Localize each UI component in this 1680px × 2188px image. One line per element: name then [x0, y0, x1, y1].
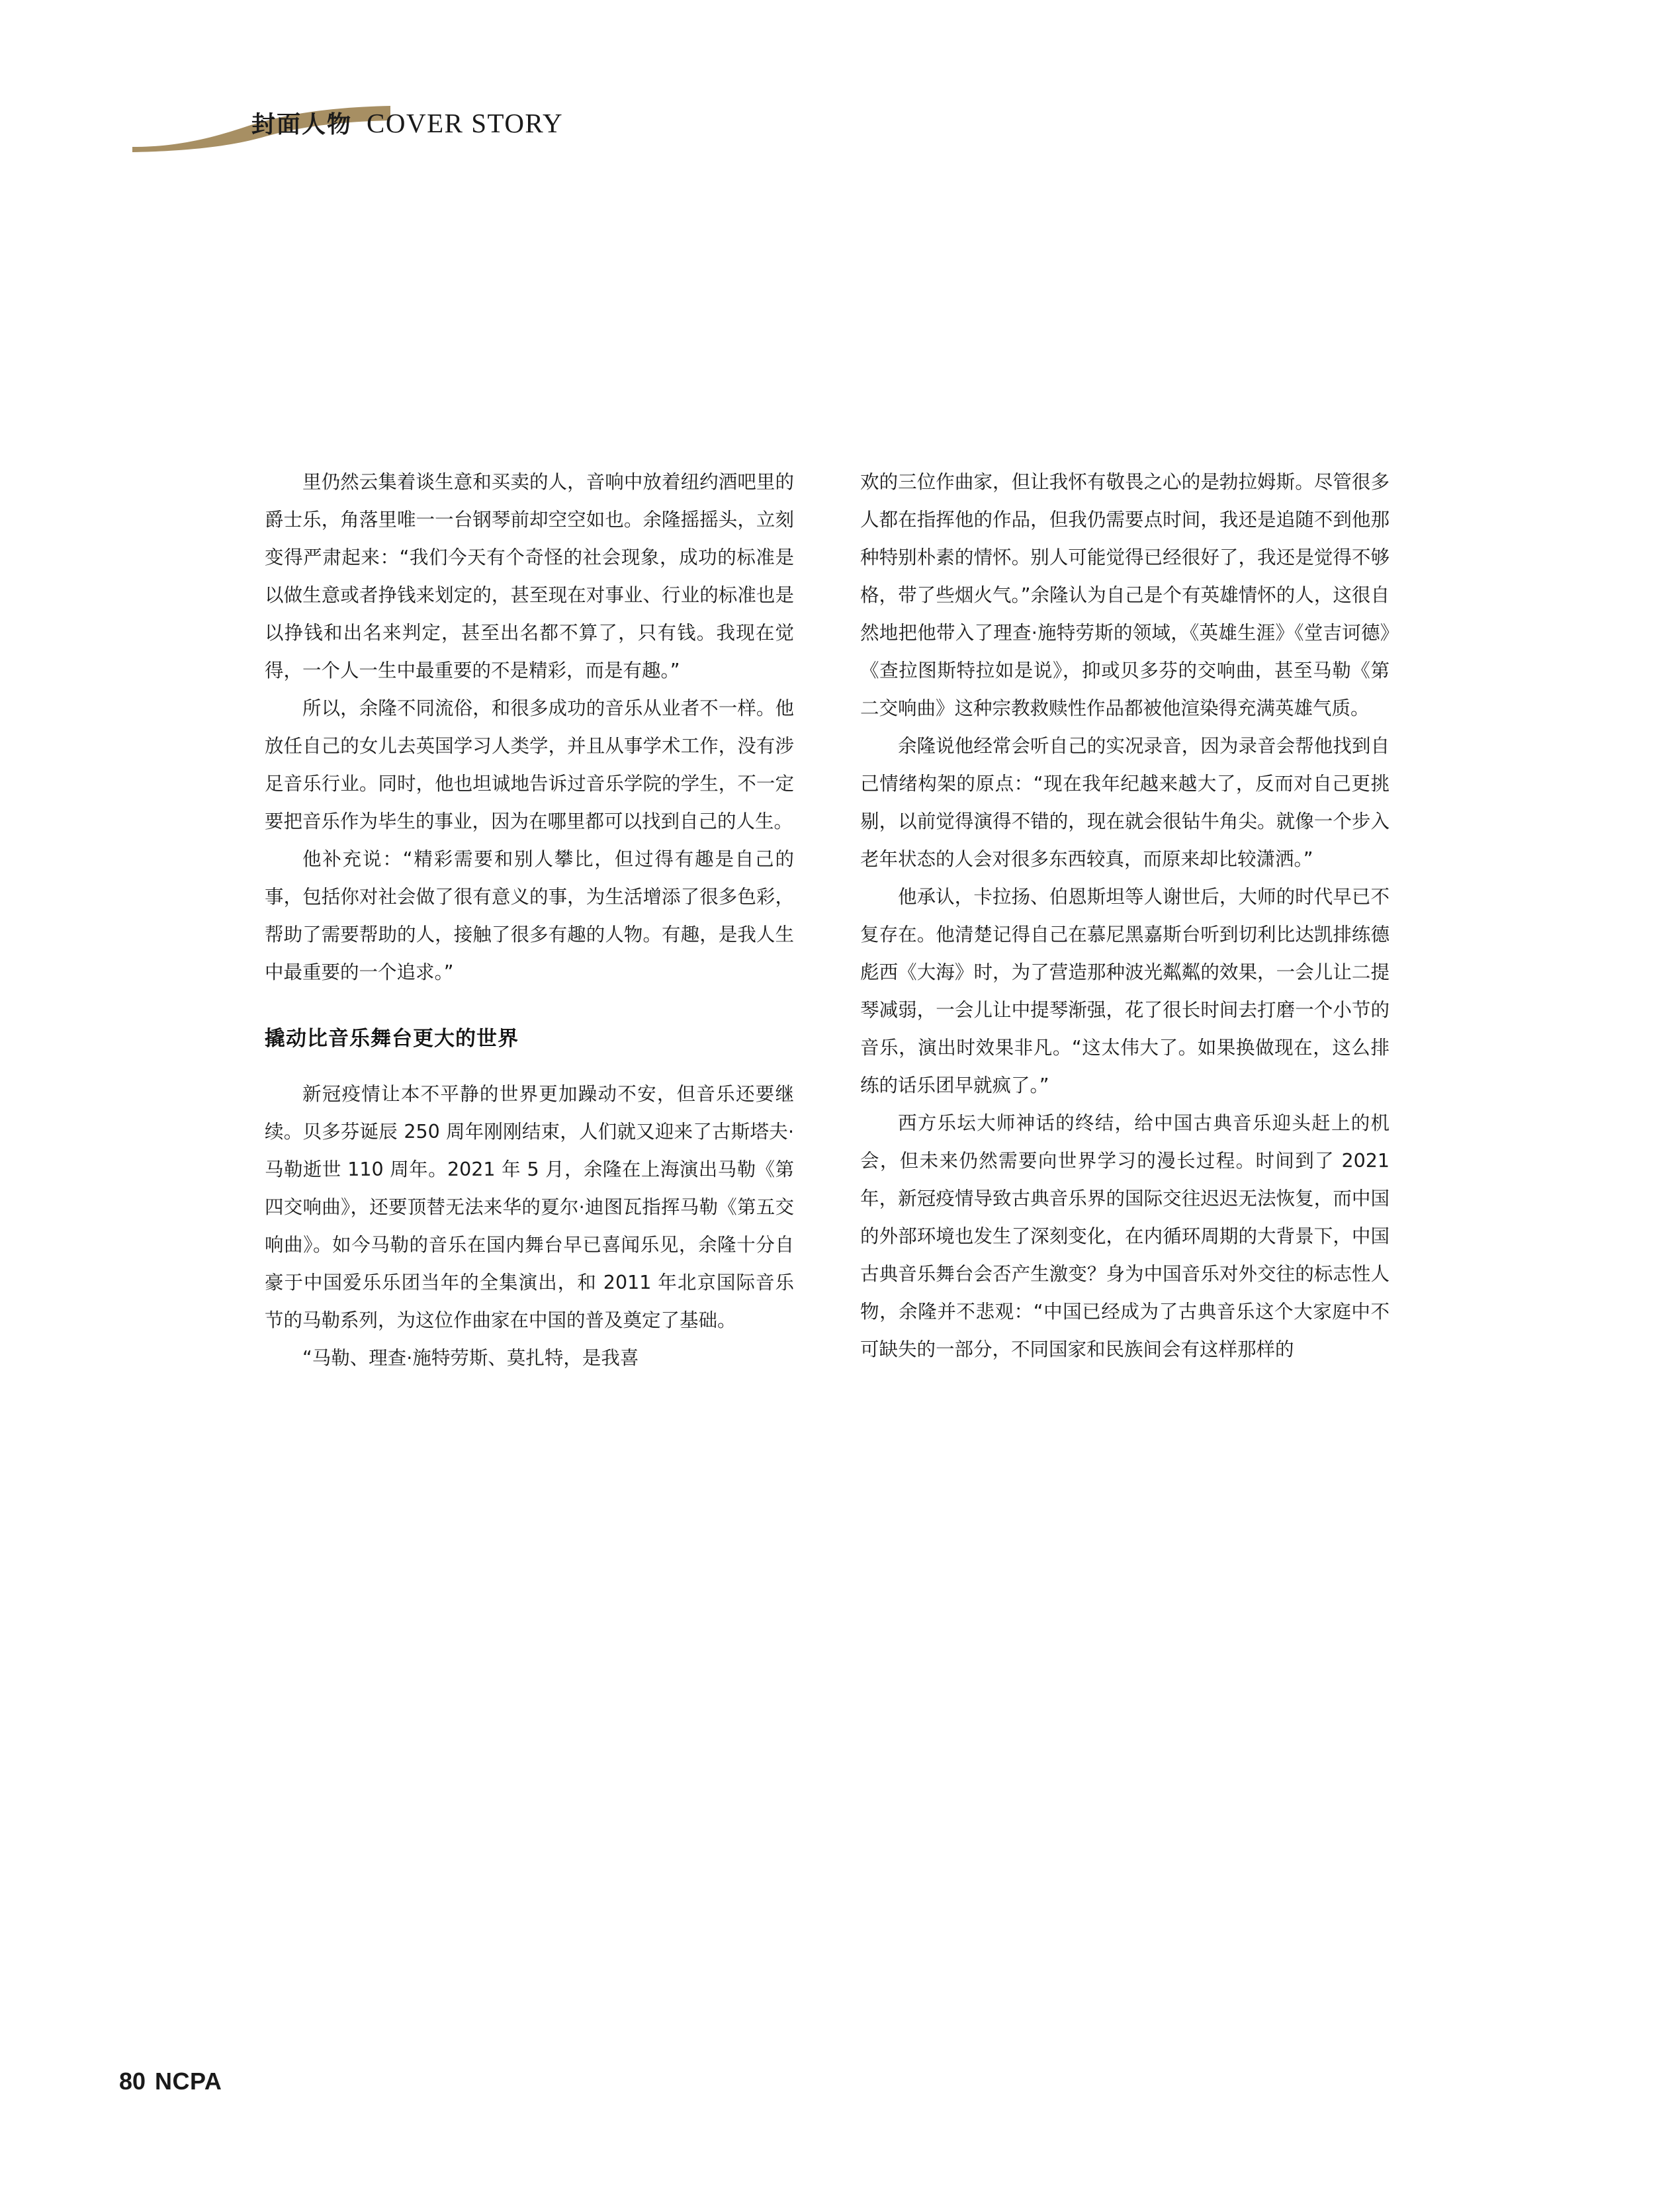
- paragraph: 他承认，卡拉扬、伯恩斯坦等人谢世后，大师的时代早已不复存在。他清楚记得自己在慕尼黑嘉斯台听到切利比达凯排练德彪西《大海》时，为了营造那种波光粼粼的效果，一会儿让二提琴减弱，一会儿让中提琴渐强，花了很长时间去打磨一个小节的音乐，演出时效果非凡。“这太伟大了。如果换做现在，这么排练的话乐团早就疯了。”: [860, 886, 1390, 1096]
- article-body: [0, 463, 1680, 2018]
- column-right: [860, 463, 1390, 1368]
- publication-name: NCPA: [155, 2068, 222, 2095]
- paragraph: 新冠疫情让本不平静的世界更加躁动不安，但音乐还要继续。贝多芬诞辰 250 周年刚刚结束，人们就又迎来了古斯塔夫·马勒逝世 110 周年。2021 年 5 月，余隆在上海演出马勒《第四交响曲》，还要顶替无法来华的夏尔·迪图瓦指挥马勒《第五交响曲》。如今马勒的音乐在国内舞台早已喜闻乐见，余隆十分自豪于中国爱乐乐团当年的全集演出，和 2011 年北京国际音乐节的马勒系列，为这位作曲家在中国的普及奠定了基础。: [265, 1083, 794, 1331]
- page-footer: [119, 2068, 222, 2095]
- paragraph: 西方乐坛大师神话的终结，给中国古典音乐迎头赶上的机会，但未来仍然需要向世界学习的漫长过程。时间到了 2021 年，新冠疫情导致古典音乐界的国际交往迟迟无法恢复，而中国的外部环境也发生了深刻变化，在内循环周期的大背景下，中国古典音乐舞台会否产生激变？身为中国音乐对外交往的标志性人物，余隆并不悲观：“中国已经成为了古典音乐这个大家庭中不可缺失的一部分，不同国家和民族间会有这样那样的: [860, 1112, 1390, 1360]
- paragraph: “马勒、理查·施特劳斯、莫扎特，是我喜: [302, 1347, 639, 1369]
- paragraph: 里仍然云集着谈生意和买卖的人，音响中放着纽约酒吧里的爵士乐，角落里唯一一台钢琴前却空空如也。余隆摇摇头，立刻变得严肃起来：“我们今天有个奇怪的社会现象，成功的标准是以做生意或者挣钱来划定的，甚至现在对事业、行业的标准也是以挣钱和出名来判定，甚至出名都不算了，只有钱。我现在觉得，一个人一生中最重要的不是精彩，而是有趣。”: [265, 471, 794, 681]
- section-label-en: COVER STORY: [367, 108, 564, 138]
- column-left: [265, 463, 794, 1377]
- header-title-group: [251, 106, 563, 140]
- paragraph: 余隆说他经常会听自己的实况录音，因为录音会帮他找到自己情绪构架的原点：“现在我年纪越来越大了，反而对自己更挑剔，以前觉得演得不错的，现在就会很钻牛角尖。就像一个步入老年状态的人会对很多东西较真，而原来却比较潇洒。”: [860, 735, 1390, 870]
- section-label-cn: 封面人物: [251, 111, 353, 138]
- paragraph: 欢的三位作曲家，但让我怀有敬畏之心的是勃拉姆斯。尽管很多人都在指挥他的作品，但我仍需要点时间，我还是追随不到他那种特别朴素的情怀。别人可能觉得已经很好了，我还是觉得不够格，带了些烟火气。”余隆认为自己是个有英雄情怀的人，这很自然地把他带入了理查·施特劳斯的领域，《英雄生涯》《堂吉诃德》《查拉图斯特拉如是说》，抑或贝多芬的交响曲，甚至马勒《第二交响曲》这种宗教救赎性作品都被他渲染得充满英雄气质。: [860, 471, 1390, 719]
- page-header: [0, 99, 1680, 179]
- paragraph: 他补充说：“精彩需要和别人攀比，但过得有趣是自己的事，包括你对社会做了很有意义的事，为生活增添了很多色彩，帮助了需要帮助的人，接触了很多有趣的人物。有趣，是我人生中最重要的一个追求。”: [265, 848, 794, 983]
- paragraph: 所以，余隆不同流俗，和很多成功的音乐从业者不一样。他放任自己的女儿去英国学习人类学，并且从事学术工作，没有涉足音乐行业。同时，他也坦诚地告诉过音乐学院的学生，不一定要把音乐作为毕生的事业，因为在哪里都可以找到自己的人生。: [265, 697, 794, 832]
- section-subheading: 撬动比音乐舞台更大的世界: [265, 1027, 519, 1051]
- page-number: 80: [119, 2068, 146, 2095]
